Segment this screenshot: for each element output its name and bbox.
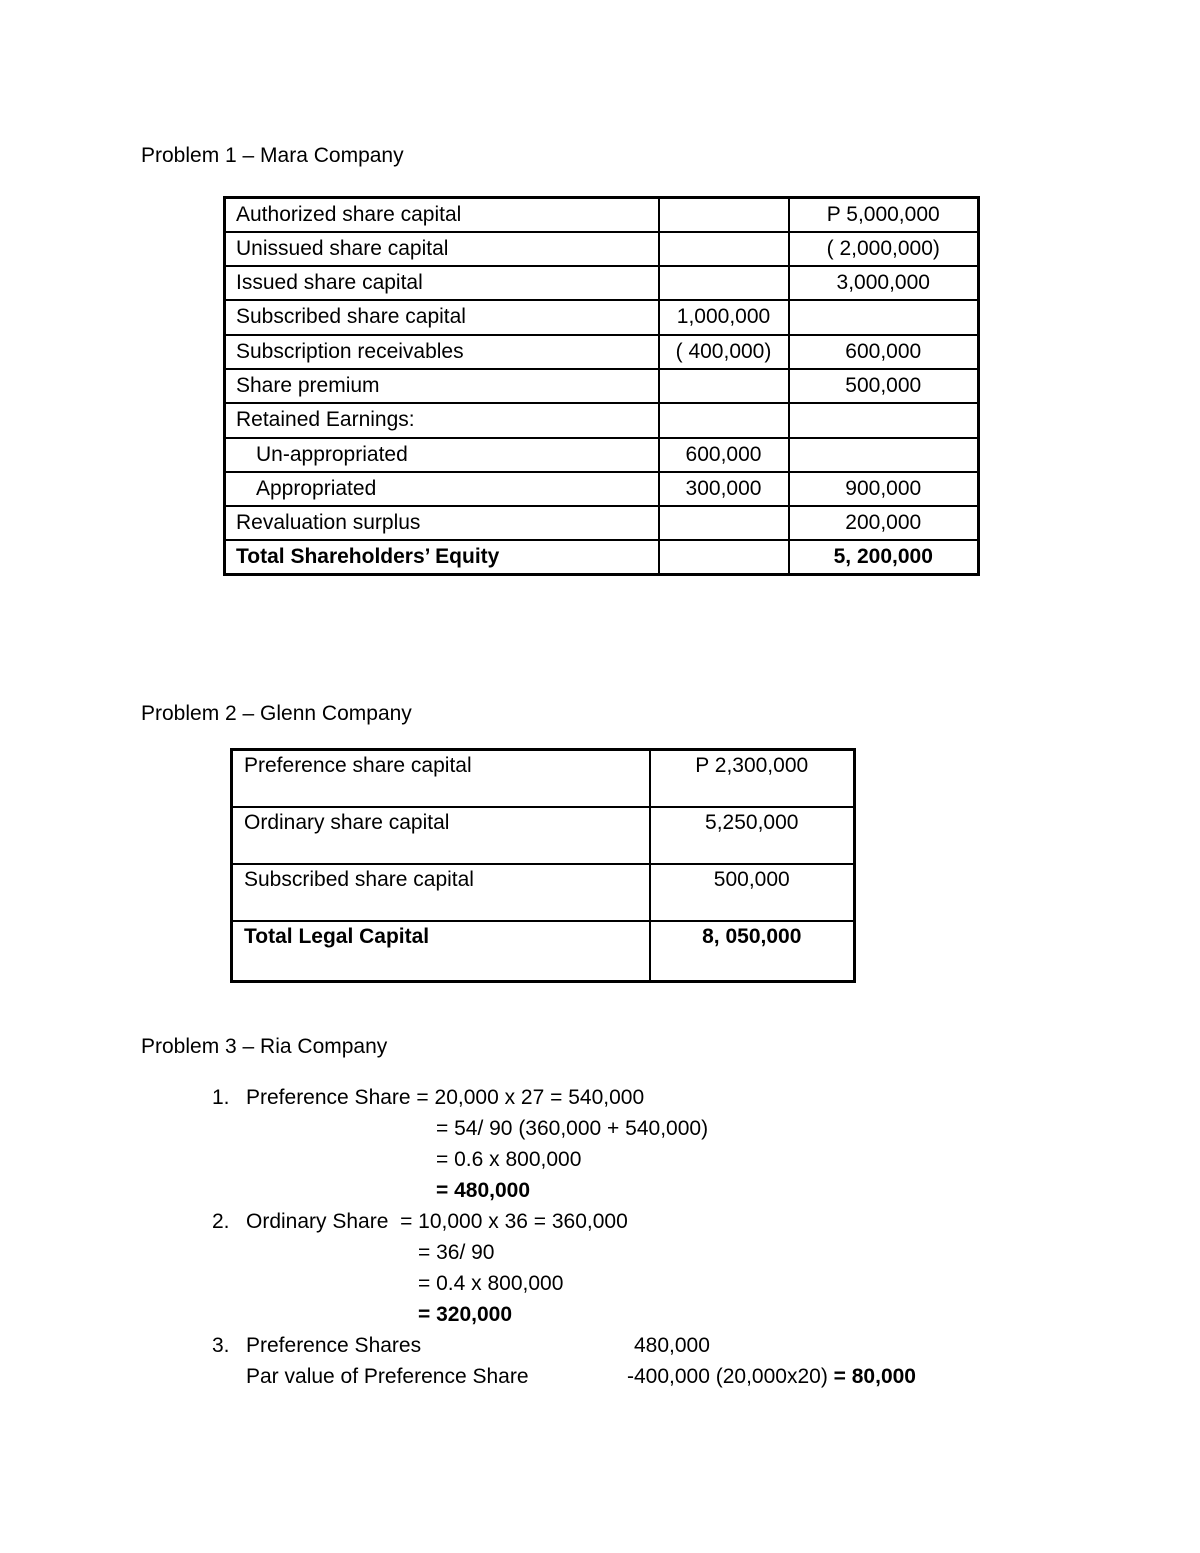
item3-value1: 480,000 xyxy=(634,1334,710,1357)
item1-line3: = 0.6 x 800,000 xyxy=(436,1148,582,1171)
row-total: 3,000,000 xyxy=(789,266,979,300)
row-label: Revaluation surplus xyxy=(225,506,659,540)
item2-result: = 320,000 xyxy=(418,1303,513,1326)
row-subtotal: 600,000 xyxy=(659,438,789,472)
row-subtotal xyxy=(659,506,789,540)
row-value: P 2,300,000 xyxy=(650,750,855,807)
list-number: 3. xyxy=(212,1334,230,1357)
table-row xyxy=(225,506,979,540)
total-label: Total Legal Capital xyxy=(232,921,650,982)
table-row xyxy=(225,232,979,266)
item2-line1: Ordinary Share = 10,000 x 36 = 360,000 xyxy=(246,1210,628,1233)
table-row xyxy=(232,750,855,807)
legal-capital-table xyxy=(230,748,856,983)
row-label: Ordinary share capital xyxy=(232,807,650,864)
row-value: 500,000 xyxy=(650,864,855,921)
row-total: 500,000 xyxy=(789,369,979,403)
total-row xyxy=(232,921,855,982)
row-subtotal: 1,000,000 xyxy=(659,300,789,334)
table-row xyxy=(225,403,979,437)
item3-label1: Preference Shares xyxy=(246,1334,422,1357)
row-label: Subscribed share capital xyxy=(232,864,650,921)
item1-line1: Preference Share = 20,000 x 27 = 540,000 xyxy=(246,1086,645,1109)
total-label: Total Shareholders’ Equity xyxy=(225,540,659,574)
row-subtotal xyxy=(659,198,789,232)
item3-result: = 80,000 xyxy=(833,1365,916,1388)
row-subtotal xyxy=(659,403,789,437)
row-label: Authorized share capital xyxy=(225,198,659,232)
row-total: ( 2,000,000) xyxy=(789,232,979,266)
row-label: Subscribed share capital xyxy=(225,300,659,334)
row-subtotal xyxy=(659,369,789,403)
item3-value2-text: -400,000 (20,000x20) xyxy=(627,1365,828,1388)
row-total xyxy=(789,300,979,334)
row-label: Un-appropriated xyxy=(225,438,659,472)
row-subtotal: ( 400,000) xyxy=(659,335,789,369)
row-value: 5,250,000 xyxy=(650,807,855,864)
total-value: 8, 050,000 xyxy=(650,921,855,982)
row-total xyxy=(789,438,979,472)
table-row xyxy=(225,472,979,506)
table-row xyxy=(225,369,979,403)
item2-line2: = 36/ 90 xyxy=(418,1241,495,1264)
problem-2-title: Problem 2 – Glenn Company xyxy=(141,702,412,725)
problem-3-title: Problem 3 – Ria Company xyxy=(141,1035,388,1058)
row-total: 900,000 xyxy=(789,472,979,506)
row-subtotal xyxy=(659,266,789,300)
table-row xyxy=(225,438,979,472)
shareholders-equity-table xyxy=(223,196,980,576)
row-label: Retained Earnings: xyxy=(225,403,659,437)
item2-line3: = 0.4 x 800,000 xyxy=(418,1272,564,1295)
table-row xyxy=(225,198,979,232)
table-row xyxy=(225,266,979,300)
row-total xyxy=(789,403,979,437)
row-total: 200,000 xyxy=(789,506,979,540)
table-row xyxy=(232,807,855,864)
total-row xyxy=(225,540,979,574)
item3-value2 xyxy=(627,1365,916,1389)
item3-label2: Par value of Preference Share xyxy=(246,1365,529,1388)
list-number: 2. xyxy=(212,1210,230,1233)
list-number: 1. xyxy=(212,1086,230,1109)
row-label: Subscription receivables xyxy=(225,335,659,369)
item1-line2: = 54/ 90 (360,000 + 540,000) xyxy=(436,1117,709,1140)
table-row xyxy=(232,864,855,921)
row-label: Unissued share capital xyxy=(225,232,659,266)
row-total: P 5,000,000 xyxy=(789,198,979,232)
problem-1-title: Problem 1 – Mara Company xyxy=(141,144,404,167)
row-label: Issued share capital xyxy=(225,266,659,300)
row-subtotal xyxy=(659,540,789,574)
table-row xyxy=(225,300,979,334)
row-subtotal: 300,000 xyxy=(659,472,789,506)
item1-result: = 480,000 xyxy=(436,1179,531,1202)
table-row xyxy=(225,335,979,369)
row-label: Appropriated xyxy=(225,472,659,506)
total-value: 5, 200,000 xyxy=(789,540,979,574)
row-label: Preference share capital xyxy=(232,750,650,807)
row-total: 600,000 xyxy=(789,335,979,369)
row-label: Share premium xyxy=(225,369,659,403)
row-subtotal xyxy=(659,232,789,266)
